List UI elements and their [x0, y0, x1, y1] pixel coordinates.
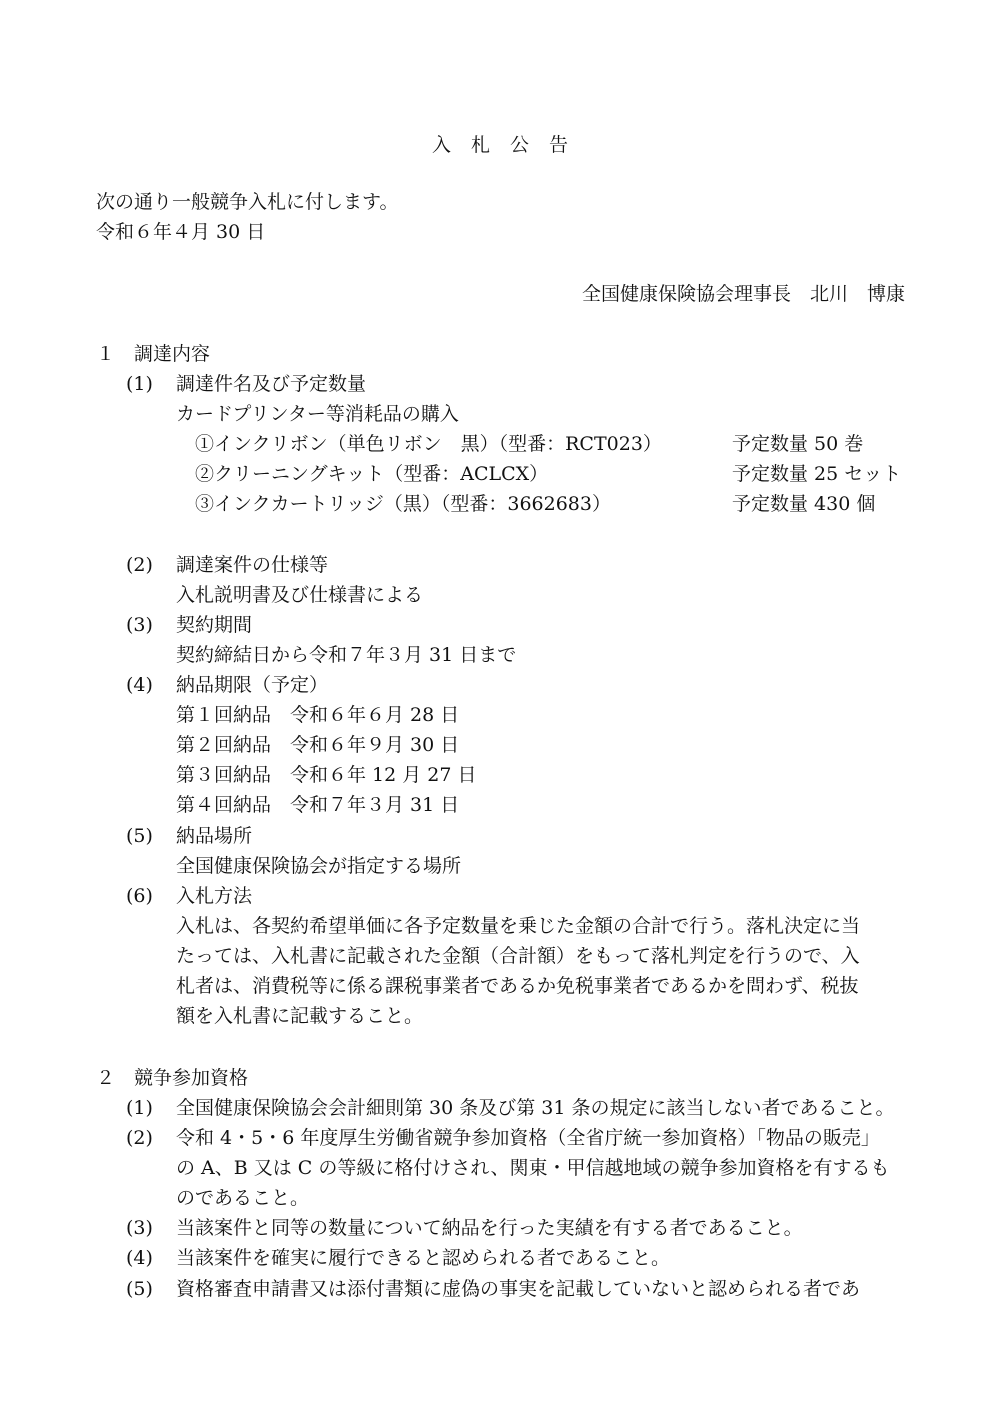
notice-date: 令和６年４月 30 日 — [96, 221, 266, 243]
item-number: (2) — [126, 1127, 153, 1149]
item-number: (4) — [126, 1247, 153, 1269]
paragraph-line: 全国健康保険協会会計細則第 30 条及び第 31 条の規定に該当しない者であること。 — [176, 1097, 895, 1119]
delivery-row: 第４回納品 令和７年３月 31 日 — [176, 794, 460, 816]
delivery-row: 第１回納品 令和６年６月 28 日 — [176, 704, 460, 726]
item-label: 納品期限（予定） — [176, 674, 329, 696]
item-text: 契約締結日から令和７年３月 31 日まで — [176, 644, 517, 666]
product-quantity: 予定数量 50 巻 — [732, 433, 864, 455]
item-number: (3) — [126, 1217, 153, 1239]
paragraph-line: たっては、入札書に記載された金額（合計額）をもって落札判定を行うので、入 — [176, 945, 860, 967]
item-label: 契約期間 — [176, 614, 253, 636]
product-quantity: 予定数量 25 セット — [732, 463, 902, 485]
item-label: 調達案件の仕様等 — [176, 554, 329, 576]
paragraph-line: 札者は、消費税等に係る課税事業者であるか免税事業者であるかを問わず、税抜 — [176, 975, 859, 997]
paragraph-line: 資格審査申請書又は添付書類に虚偽の事実を記載していないと認められる者であ — [176, 1278, 861, 1300]
item-number: (3) — [126, 614, 153, 636]
item-number: (6) — [126, 885, 153, 907]
item-number: (1) — [126, 373, 153, 395]
delivery-row: 第２回納品 令和６年９月 30 日 — [176, 734, 460, 756]
item-label: 納品場所 — [176, 825, 253, 847]
product-quantity: 予定数量 430 個 — [732, 493, 876, 515]
item-label: 入札方法 — [176, 885, 253, 907]
paragraph-line: 当該案件と同等の数量について納品を行った実績を有する者であること。 — [176, 1217, 803, 1239]
paragraph-line: 入札は、各契約希望単価に各予定数量を乗じた金額の合計で行う。落札決定に当 — [176, 915, 861, 937]
item-number: (5) — [126, 1278, 153, 1300]
paragraph-line: のであること。 — [176, 1187, 310, 1209]
section-2-heading: ２ 競争参加資格 — [96, 1067, 249, 1089]
paragraph-line: 令和 4・5・6 年度厚生労働省競争参加資格（全省庁統一参加資格）「物品の販売」 — [176, 1127, 880, 1149]
item-number: (1) — [126, 1097, 153, 1119]
page-title: 入札公告 — [431, 134, 588, 156]
delivery-row: 第３回納品 令和６年 12 月 27 日 — [176, 764, 477, 786]
item-text: 入札説明書及び仕様書による — [176, 584, 424, 606]
item-text: 全国健康保険協会が指定する場所 — [176, 855, 462, 877]
item-label: 調達件名及び予定数量 — [176, 373, 367, 395]
item-number: (2) — [126, 554, 153, 576]
item-number: (4) — [126, 674, 153, 696]
paragraph-line: の A、B 又は C の等級に格付けされ、関東・甲信越地域の競争参加資格を有するも — [176, 1157, 890, 1179]
intro-text: 次の通り一般競争入札に付します。 — [96, 191, 399, 213]
item-number: (5) — [126, 825, 153, 847]
procurement-subject: カードプリンター等消耗品の購入 — [176, 403, 459, 425]
paragraph-line: 当該案件を確実に履行できると認められる者であること。 — [176, 1247, 671, 1269]
section-1-heading: １ 調達内容 — [96, 343, 211, 365]
issuer: 全国健康保険協会理事長 北川 博康 — [581, 283, 905, 305]
product-name: ③インクカートリッジ（黒）（型番：3662683） — [195, 493, 611, 515]
product-name: ①インクリボン（単色リボン 黒）（型番：RCT023） — [195, 433, 662, 455]
product-name: ②クリーニングキット（型番：ACLCX） — [195, 463, 549, 485]
paragraph-line: 額を入札書に記載すること。 — [176, 1005, 424, 1027]
